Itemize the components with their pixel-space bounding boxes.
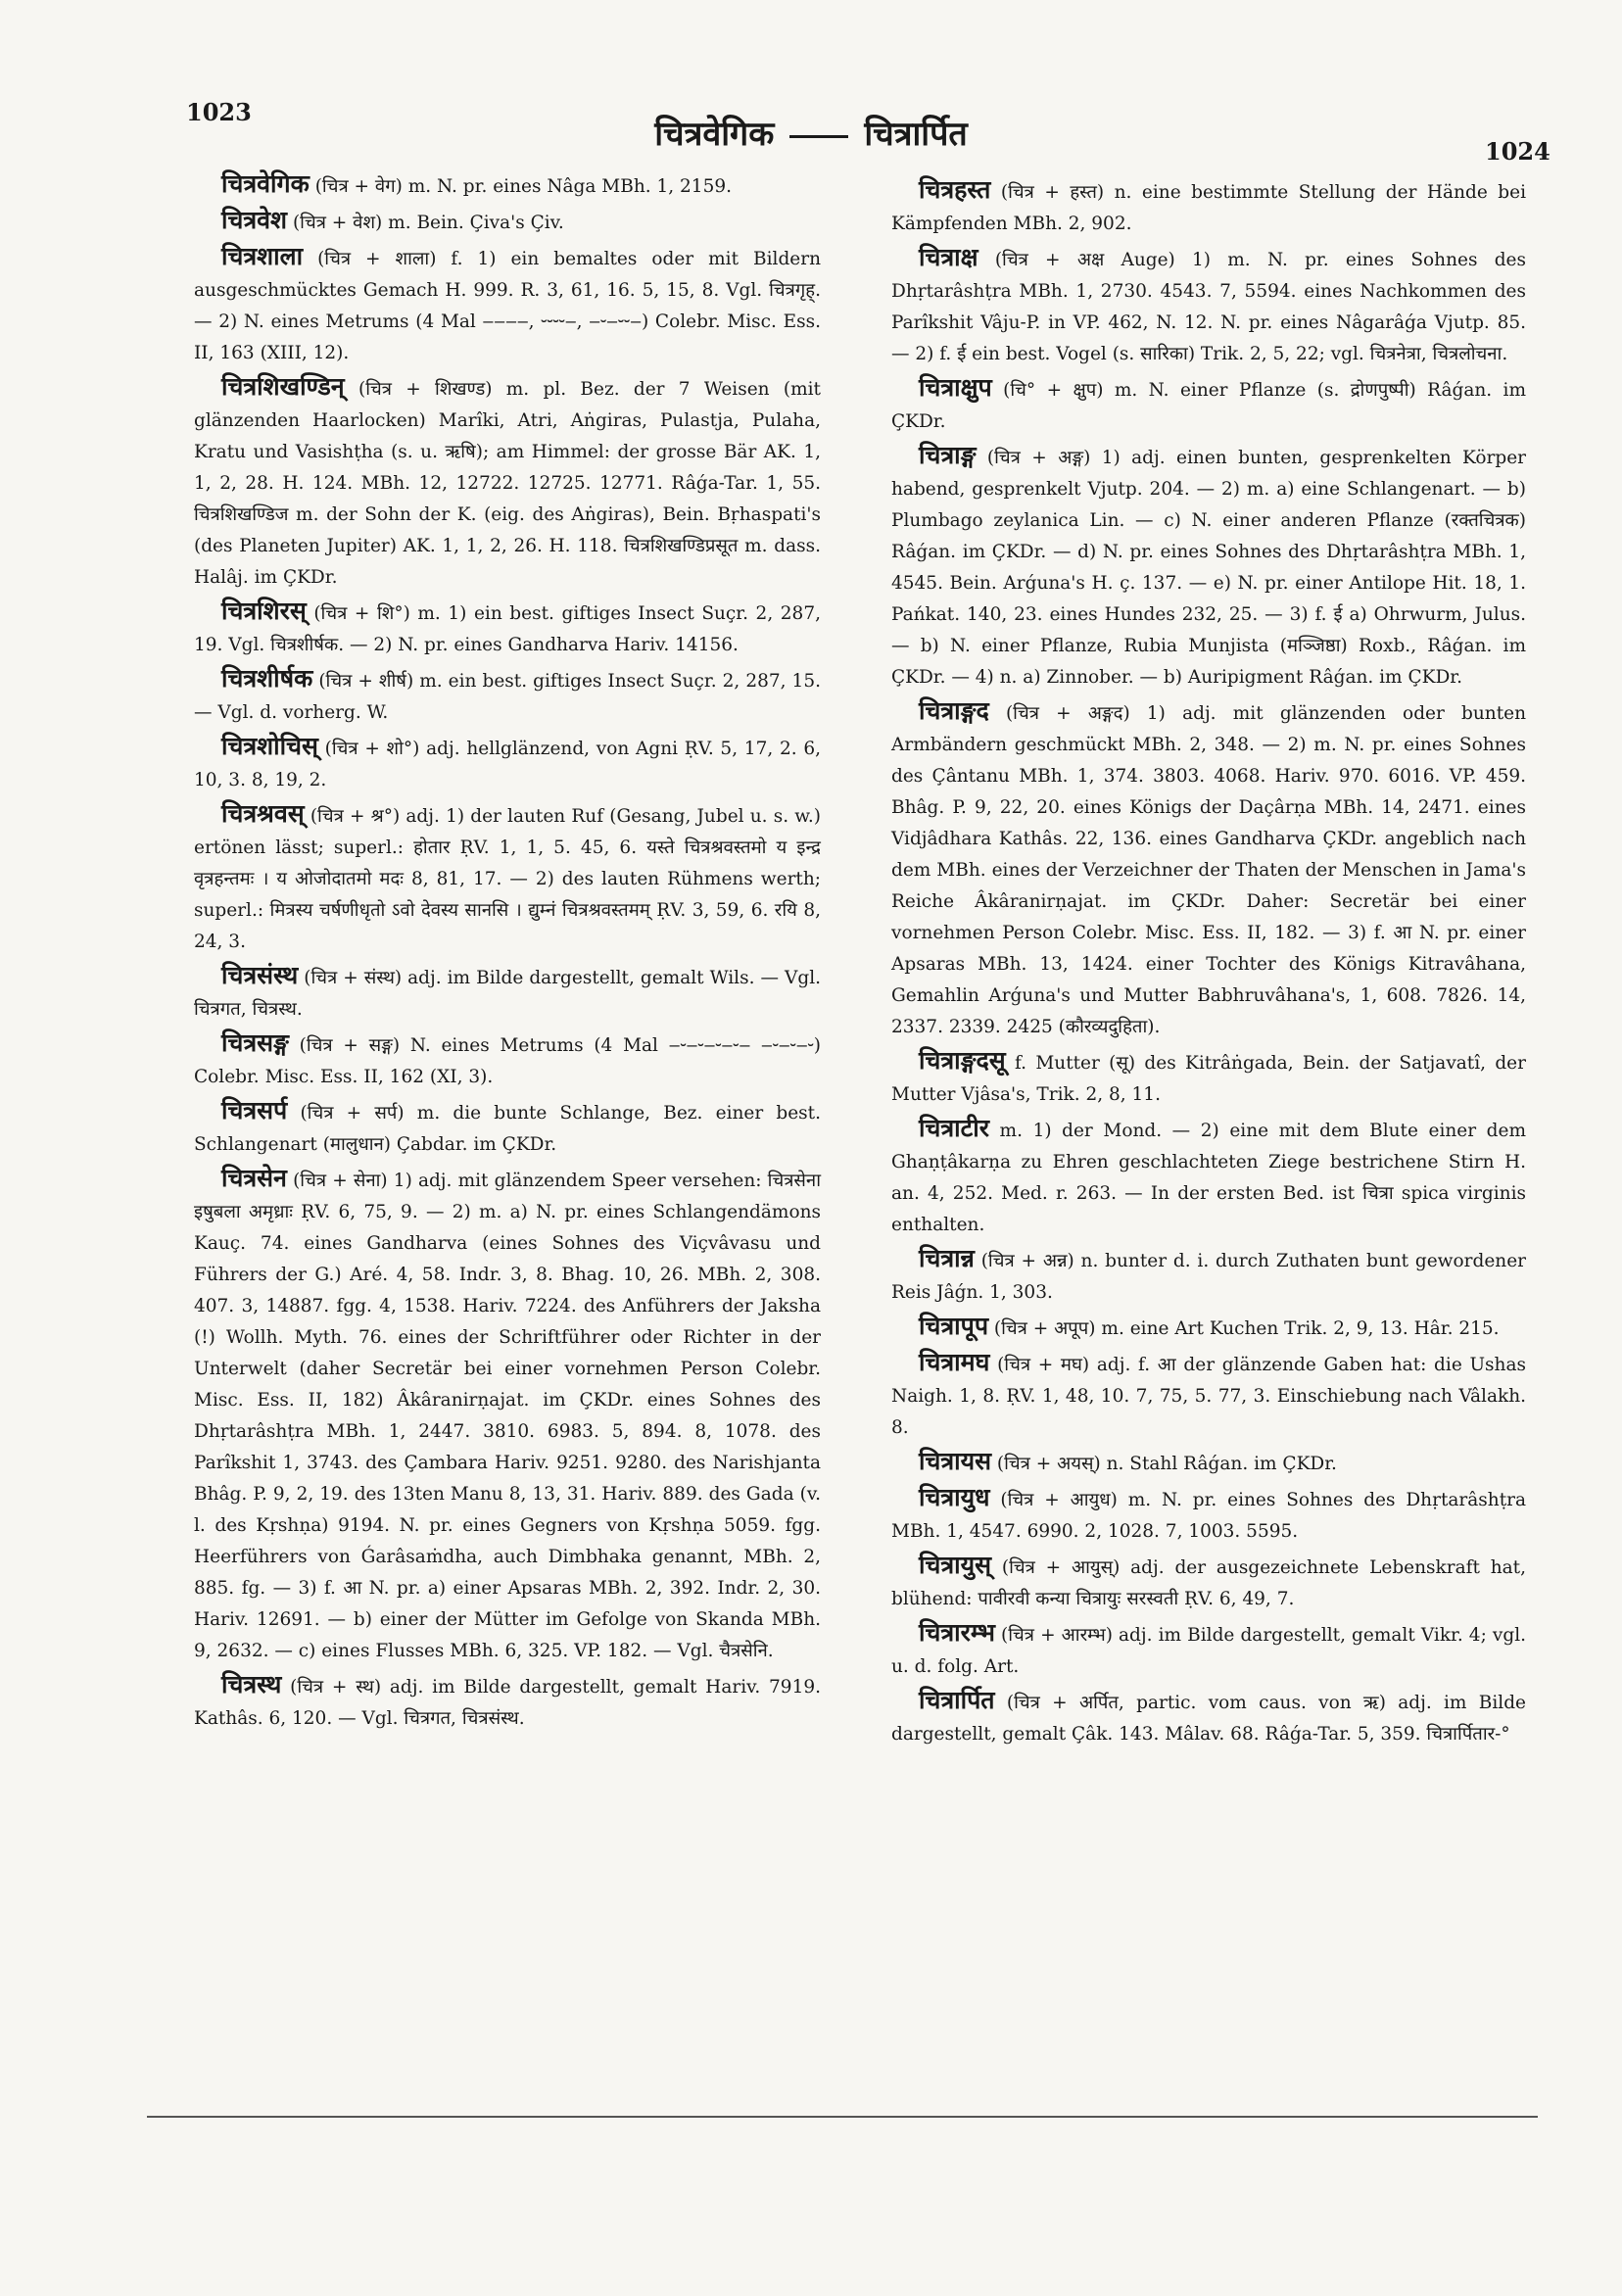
entry-body: (चित्र + अर्पित, partic. vom caus. von ऋ) adj. im Bilde dargestellt, gemalt Çâk. 143. Mâlav. 68. Râǵa-Tar. 5, 359. चित्रार्पितार-° [891,1693,1526,1745]
entry-body: (चित्र + सेना) 1) adj. mit glänzendem Speer versehen: चित्रसेना इषुबला अमृध्राः ṚV. 6, 75, 9. — 2) m. a) N. pr. eines Schlangendämons Kauç. 74. eines Gandharva (eines Sohnes des Viçvâvasu und Führers der G.) Aré. 4, 58. Indr. 3, 8. Bhag. 10, 26. MBh. 2, 308. 407. 3, 14887. fgg. 4, 1538. Hariv. 7224. des Anführers der Jaksha (!) Wollh. Myth. 76. eines der Schriftführer oder Richter in der Unterwelt (daher Secretär bei einer vornehmen Person Colebr. Misc. Ess. II, 182) Âkâranirṇajat. im ÇKDr. eines Sohnes des Dhṛtarâshṭra MBh. 1, 2447. 3810. 6983. 5, 894. 8, 1078. des Parîkshit 1, 3743. des Çambara Hariv. 9251. 9280. des Narishjanta Bhâg. P. 9, 2, 19. des 13ten Manu 8, 13, 31. Hariv. 889. des Gada (v. l. des Kṛshṇa) 9194. N. pr. eines Gegners von Kṛshṇa 5059. fgg. Heerführers von Ǵarâsaṁdha, auch Dimbhaka genannt, MBh. 2, 885. fg. — 3) f. आ N. pr. a) einer Apsaras MBh. 2, 392. Indr. 2, 30. Hariv. 12691. — b) einer der Mütter im Gefolge von Skanda MBh. 9, 2632. — c) eines Flusses MBh. 6, 325. VP. 182. — Vgl. चैत्रसेनि. [194,1171,821,1661]
dictionary-entry [194,1163,821,1667]
headword: चित्रायुध [919,1483,990,1511]
headword: चित्रवेगिक [221,169,310,198]
dictionary-entry [194,731,821,796]
dictionary-entry [891,1550,1526,1615]
dictionary-entry [891,174,1526,240]
running-head [0,110,1622,155]
right-column [891,174,1526,1752]
page-number-left: 1023 [186,98,252,126]
dictionary-entry [891,1113,1526,1241]
entry-body: (चित्र + आयुध) m. N. pr. eines Sohnes des Dhṛtarâshṭra MBh. 1, 4547. 6990. 2, 1028. 7, 1003. 5595. [891,1490,1526,1542]
headword: चित्रशिखण्डिन् [221,372,345,401]
headword: चित्राक्ष [919,243,978,271]
dictionary-entry [194,960,821,1026]
guide-word-left: चित्रवेगिक [654,115,775,154]
entry-body: f. Mutter (सू) des Kitrâṅgada, Bein. der Satjavatî, der Mutter Vjâsa's, Trik. 2, 8, 11. [891,1053,1526,1105]
headword: चित्राक्षुप [919,373,992,402]
entry-body: (चित्र + अङ्गद) 1) adj. mit glänzenden oder bunten Armbändern geschmückt MBh. 2, 348. — 2) m. N. pr. eines Sohnes des Çântanu MBh. 1, 374. 3803. 4068. Hariv. 970. 6016. VP. 459. Bhâg. P. 9, 22, 20. eines Königs der Daçârṇa MBh. 14, 2471. eines Vidjâdhara Kathâs. 22, 136. eines Gandharva ÇKDr. angeblich nach dem MBh. eines der Verzeichner der Thaten der Menschen in Jama's Reiche Âkâranirṇajat. im ÇKDr. Daher: Secretär bei einer vornehmen Person Colebr. Misc. Ess. II, 182. — 3) f. आ N. pr. einer Apsaras MBh. 13, 1424. einer Tochter des Königs Kitravâhana, Gemahlin Arǵuna's und Mutter Babhruvâhana's, 1, 608. 7826. 14, 2337. 2339. 2425 (कौरव्यदुहिता). [891,703,1526,1037]
headword: चित्रशीर्षक [221,664,313,693]
headword: चित्रशाला [221,242,304,270]
dictionary-entry [891,372,1526,438]
dictionary-entry [891,695,1526,1043]
headword: चित्रस्थ [221,1670,282,1698]
headword: चित्राटीर [919,1114,989,1142]
entry-body: (चित्र + अयस्) n. Stahl Râǵan. im ÇKDr. [996,1454,1337,1474]
entry-body: (चि° + क्षुप) m. N. einer Pflanze (s. द्रोणपुष्पी) Râǵan. im ÇKDr. [891,380,1526,432]
entry-body: (चित्र + संस्थ) adj. im Bilde dargestellt, gemalt Wils. — Vgl. चित्रगत, चित्रस्थ. [194,968,821,1020]
dictionary-entry [891,1482,1526,1548]
dictionary-entry [194,1028,821,1093]
left-column [194,168,821,1737]
entry-body: (चित्र + आयुस्) adj. der ausgezeichnete Lebenskraft hat, blühend: पावीरवी कन्या चित्रायुः सरस्वती ṚV. 6, 49, 7. [891,1557,1526,1609]
dictionary-entry [194,1095,821,1161]
dictionary-entry [194,596,821,661]
dictionary-entry [194,1669,821,1735]
headword: चित्रश्रवस् [221,799,305,828]
entry-body: (चित्र + शि°) m. 1) ein best. giftiges Insect Suçr. 2, 287, 19. Vgl. चित्रशीर्षक. — 2) N. pr. eines Gandharva Hariv. 14156. [194,603,821,655]
entry-body: (चित्र + शो°) adj. hellglänzend, von Agni ṚV. 5, 17, 2. 6, 10, 3. 8, 19, 2. [194,739,821,790]
entry-body: (चित्र + आरम्भ) adj. im Bilde dargestellt, gemalt Vikr. 4; vgl. u. d. folg. Art. [891,1625,1526,1677]
dictionary-entry [194,798,821,958]
headword: चित्रसर्प [221,1096,288,1124]
headword: चित्रवेश [221,206,288,234]
entry-body: (चित्र + शिखण्ड) m. pl. Bez. der 7 Weisen (mit glänzenden Haarlocken) Marîki, Atri, Aṅgiras, Pulastja, Pulaha, Kratu und Vasishṭha (s. u. ऋषि); am Himmel: der grosse Bär AK. 1, 1, 2, 28. H. 124. MBh. 12, 12722. 12725. 12771. Râǵa-Tar. 1, 55. चित्रशिखण्डिज m. der Sohn der K. (eig. des Aṅgiras), Bein. Bṛhaspati's (des Planeten Jupiter) AK. 1, 1, 2, 26. H. 118. चित्रशिखण्डिप्रसूत m. dass. Halâj. im ÇKDr. [194,379,821,588]
page-number-right: 1024 [1485,137,1550,166]
guide-word-right: चित्रार्पित [864,115,968,154]
headword: चित्रसेन [221,1164,287,1192]
dictionary-entry [891,1685,1526,1750]
dictionary-entry [891,1617,1526,1683]
dictionary-entry [891,242,1526,370]
entry-body: (चित्र + अन्न) n. bunter d. i. durch Zuthaten bunt gewordener Reis Jâǵn. 1, 303. [891,1251,1526,1303]
entry-body: (चित्र + वेश) m. Bein. Çiva's Çiv. [292,213,564,233]
headword: चित्रायस [919,1447,992,1475]
headword: चित्रशोचिस् [221,732,318,760]
headword: चित्रामघ [919,1348,990,1376]
entry-body: (चित्र + हस्त) n. eine bestimmte Stellung der Hände bei Kämpfenden MBh. 2, 902. [891,182,1526,234]
guide-dash [789,135,848,138]
dictionary-entry [891,1311,1526,1345]
entry-body: m. 1) der Mond. — 2) eine mit dem Blute einer dem Ghaṇṭâkarṇa zu Ehren geschlachteten Ziege bestrichene Stirn H. an. 4, 252. Med. r. 263. — In der ersten Bed. ist चित्रा spica virginis enthalten. [891,1121,1527,1235]
headword: चित्रहस्त [919,175,991,204]
entry-body: (चित्र + अङ्ग) 1) adj. einen bunten, gesprenkelten Körper habend, gesprenkelt Vjutp. 204. — 2) m. a) eine Schlangenart. — b) Plumbago zeylanica Lin. — c) N. einer anderen Pflanze (रक्तचित्रक) Râǵan. im ÇKDr. — d) N. pr. eines Sohnes des Dhṛtarâshṭra MBh. 1, 4545. Bein. Arǵuna's H. ç. 137. — e) N. pr. einer Antilope Hit. 18, 1. Pańkat. 140, 23. eines Hundes 232, 25. — 3) f. ई a) Ohrwurm, Julus. — b) N. einer Pflanze, Rubia Munjista (मञ्जिष्ठा) Roxb., Râǵan. im ÇKDr. — 4) n. a) Zinnober. — b) Auripigment Râǵan. im ÇKDr. [891,448,1526,688]
bottom-rule [147,2116,1538,2118]
entry-body: (चित्र + शीर्ष) m. ein best. giftiges Insect Suçr. 2, 287, 15. — Vgl. d. vorherg. W. [194,671,821,723]
entry-body: (चित्र + वेग) m. N. pr. eines Nâga MBh. 1, 2159. [314,176,732,197]
dictionary-entry [891,1347,1526,1444]
headword: चित्रारम्भ [919,1618,995,1647]
entry-body: (चित्र + मघ) adj. f. आ der glänzende Gaben hat: die Ushas Naigh. 1, 8. ṚV. 1, 48, 10. 7, 75, 5. 77, 3. Einschiebung nach Vâlakh. 8. [891,1355,1526,1438]
headword: चित्रसंस्थ [221,961,299,989]
dictionary-entry [194,371,821,594]
headword: चित्रशिरस् [221,597,307,625]
entry-body: (चित्र + सङ्ग) N. eines Metrums (4 Mal ‒⏑‒⏑‒⏑‒⏑‒ ‒⏑‒⏑‒⏑) Colebr. Misc. Ess. II, 162 (XI, 3). [194,1035,821,1087]
dictionary-entry [194,205,821,239]
entry-body: (चित्र + श्र°) adj. 1) der lauten Ruf (Gesang, Jubel u. s. w.) ertönen lässt; superl.: होतार ṚV. 1, 1, 5. 45, 6. यस्ते चित्रश्रवस्तमो य इन्द्र वृत्रहन्तमः । य ओजोदातमो मदः 8, 81, 17. — 2) des lauten Rühmens werth; superl.: मित्रस्य चर्षणीधृतो ऽवो देवस्य सानसि । द्युम्नं चित्रश्रवस्तमम् ṚV. 3, 59, 6. रयि 8, 24, 3. [194,806,821,952]
headword: चित्रापूप [919,1312,989,1340]
dictionary-entry [891,1446,1526,1480]
dictionary-entry [194,663,821,729]
headword: चित्राङ्गदसू [919,1046,1006,1075]
dictionary-entry [891,1243,1526,1309]
headword: चित्रायुस् [919,1551,992,1579]
headword: चित्रान्न [919,1244,975,1272]
entry-body: (चित्र + अपूप) m. eine Art Kuchen Trik. 2, 9, 13. Hâr. 215. [993,1318,1500,1339]
headword: चित्राङ्गद [919,696,989,725]
dictionary-entry [891,1045,1526,1111]
entry-body: (चित्र + अक्ष Auge) 1) m. N. pr. eines Sohnes des Dhṛtarâshṭra MBh. 1, 2730. 4543. 7, 5594. eines Nachkommen des Parîkshit Vâju-P. in VP. 462, N. 12. N. pr. eines Nâgarâǵa Vjutp. 85. — 2) f. ई ein best. Vogel (s. सारिका) Trik. 2, 5, 22; vgl. चित्रनेत्रा, चित्रलोचना. [891,250,1526,364]
headword: चित्रार्पित [919,1686,995,1714]
entry-body: (चित्र + स्थ) adj. im Bilde dargestellt, gemalt Hariv. 7919. Kathâs. 6, 120. — Vgl. चित्रगत, चित्रसंस्थ. [194,1677,821,1729]
dictionary-entry [194,241,821,369]
dictionary-entry [891,440,1526,694]
headword: चित्राङ्ग [919,441,977,469]
headword: चित्रसङ्ग [221,1028,289,1057]
entry-body: (चित्र + शाला) f. 1) ein bemaltes oder mit Bildern ausgeschmücktes Gemach H. 999. R. 3, 61, 16. 5, 15, 8. Vgl. चित्रगृह्. — 2) N. eines Metrums (4 Mal ‒‒‒‒, ⏑⏑⏑⏑‒, ‒⏑‒⏑⏑‒) Colebr. Misc. Ess. II, 163 (XIII, 12). [194,249,821,363]
entry-body: (चित्र + सर्प) m. die bunte Schlange, Bez. einer best. Schlangenart (मालुधान) Çabdar. im ÇKDr. [194,1103,821,1155]
dictionary-entry [194,168,821,203]
